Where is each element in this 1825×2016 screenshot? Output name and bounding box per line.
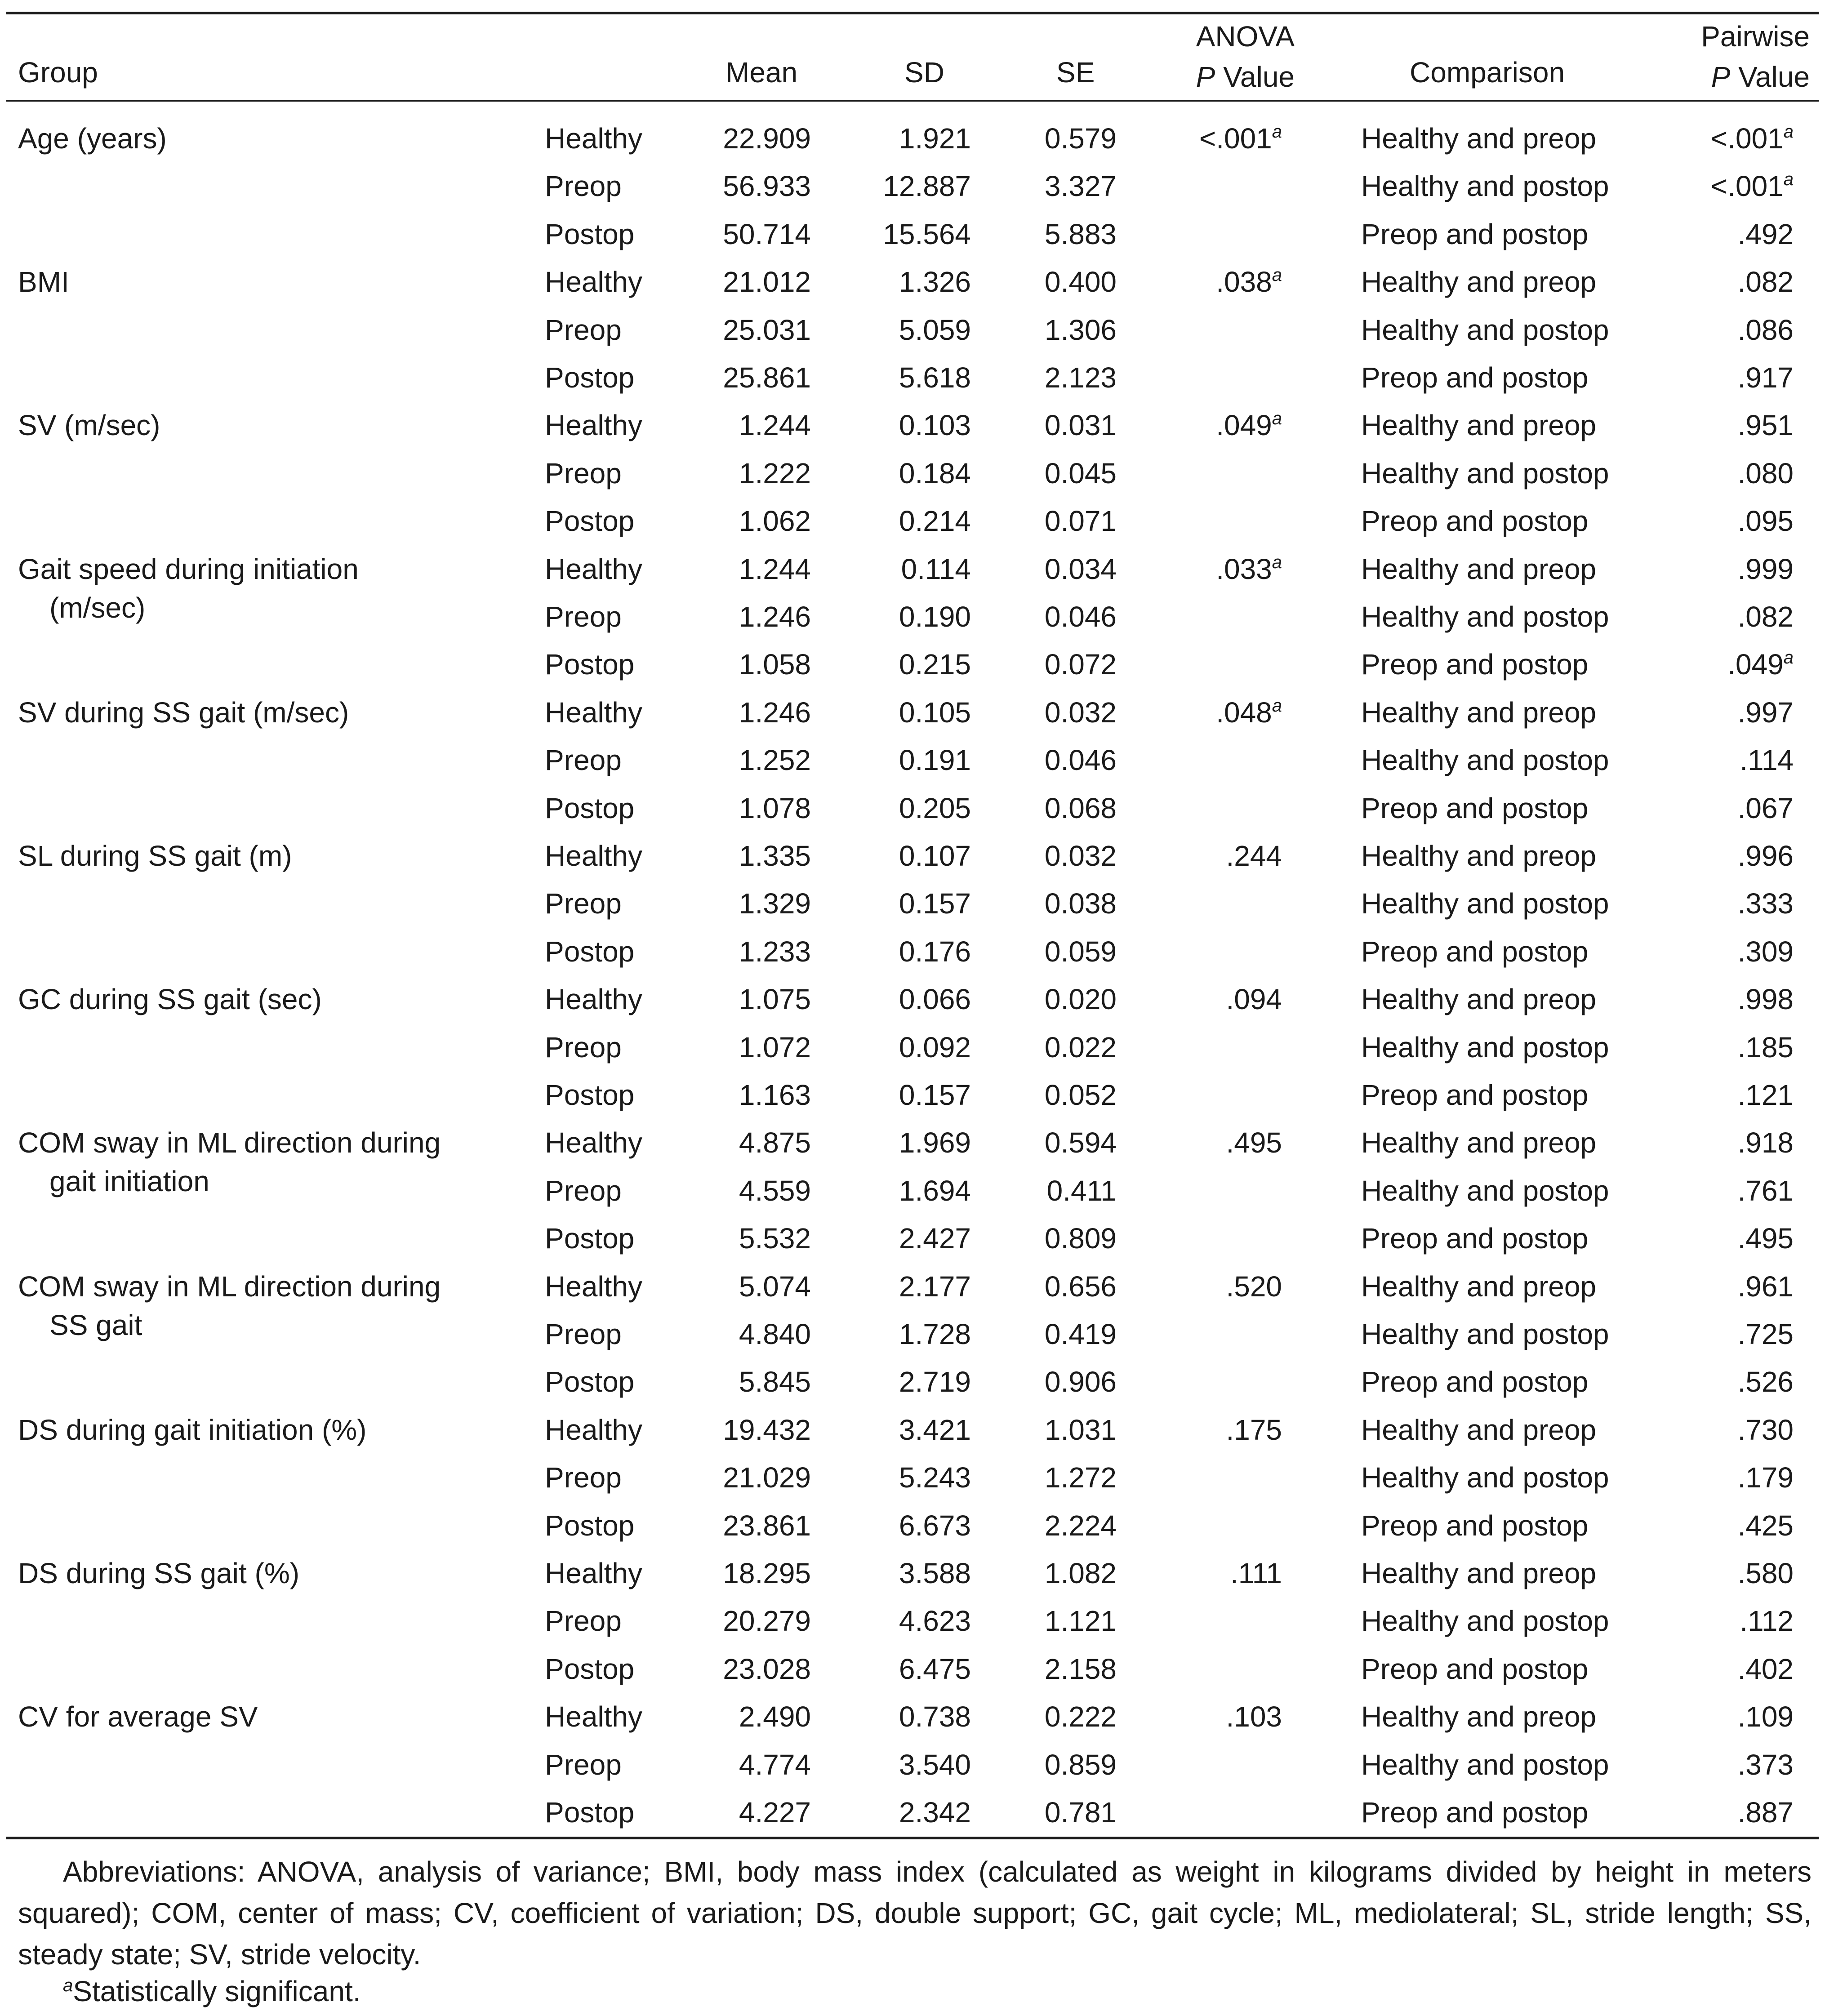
- mean-cell: 2.490: [739, 1700, 811, 1733]
- comparison-cell: Healthy and postop: [1361, 313, 1609, 346]
- pairwise-p-cell: .725: [1737, 1318, 1794, 1350]
- row-group-label: Healthy: [545, 983, 642, 1016]
- comparison-cell: Healthy and postop: [1361, 1605, 1609, 1638]
- sd-cell: 1.969: [899, 1126, 971, 1159]
- row-label: SV (m/sec): [18, 409, 160, 442]
- sd-cell: 0.066: [899, 983, 971, 1016]
- mean-cell: 23.861: [723, 1509, 811, 1542]
- anova-p-cell: .094: [1226, 983, 1282, 1016]
- sd-cell: 0.105: [899, 696, 971, 729]
- mean-cell: 1.244: [739, 552, 811, 585]
- comparison-cell: Preop and postop: [1361, 1652, 1589, 1685]
- significance-marker: a: [1272, 265, 1282, 285]
- row-group-label: Healthy: [545, 696, 642, 729]
- row-group-label: Preop: [545, 170, 622, 203]
- row-group-label: Healthy: [545, 122, 642, 155]
- comparison-cell: Healthy and preop: [1361, 266, 1597, 298]
- comparison-cell: Healthy and postop: [1361, 170, 1609, 203]
- pairwise-p-cell: .996: [1737, 840, 1794, 872]
- pairwise-p-cell: .080: [1737, 457, 1794, 490]
- mean-cell: 1.078: [739, 792, 811, 824]
- mean-cell: 1.062: [739, 505, 811, 538]
- row-group-label: Preop: [545, 1748, 622, 1781]
- row-group-label: Healthy: [545, 1413, 642, 1446]
- row-group-label: Preop: [545, 1605, 622, 1638]
- row-label: DS during SS gait (%): [18, 1557, 300, 1589]
- pairwise-p-cell: .492: [1737, 218, 1794, 250]
- se-cell: 2.158: [1044, 1652, 1117, 1685]
- pairwise-p-cell: .951: [1737, 409, 1794, 442]
- pairwise-p-cell: .109: [1737, 1700, 1794, 1733]
- anova-p-cell: .495: [1226, 1126, 1282, 1159]
- pairwise-p-cell: .082: [1737, 601, 1794, 633]
- anova-p-cell: .103: [1226, 1700, 1282, 1733]
- anova-p-cell: .111: [1230, 1557, 1282, 1589]
- pairwise-p-cell: .309: [1737, 935, 1794, 968]
- se-cell: 0.038: [1044, 887, 1117, 920]
- se-cell: 0.059: [1044, 935, 1117, 968]
- se-cell: 5.883: [1044, 218, 1117, 250]
- row-group-label: Postop: [545, 1796, 635, 1829]
- sd-cell: 2.427: [899, 1222, 971, 1255]
- sd-cell: 0.157: [899, 1079, 971, 1111]
- row-group-label: Preop: [545, 313, 622, 346]
- row-group-label: Postop: [545, 1079, 635, 1111]
- sd-cell: 1.728: [899, 1318, 971, 1350]
- comparison-cell: Preop and postop: [1361, 1796, 1589, 1829]
- mean-cell: 19.432: [723, 1413, 811, 1446]
- comparison-cell: Healthy and postop: [1361, 601, 1609, 633]
- sd-cell: 0.214: [899, 505, 971, 538]
- row-group-label: Postop: [545, 1366, 635, 1398]
- comparison-cell: Healthy and preop: [1361, 983, 1597, 1016]
- comparison-cell: Preop and postop: [1361, 935, 1589, 968]
- table-header-rule: [6, 100, 1819, 102]
- se-cell: 0.222: [1044, 1700, 1117, 1733]
- mean-cell: 1.246: [739, 601, 811, 633]
- sd-cell: 1.326: [899, 266, 971, 298]
- sd-cell: 0.205: [899, 792, 971, 824]
- header-group: Group: [18, 56, 98, 89]
- mean-cell: 23.028: [723, 1652, 811, 1685]
- comparison-cell: Healthy and preop: [1361, 1126, 1597, 1159]
- pairwise-p-cell: .580: [1737, 1557, 1794, 1589]
- sd-cell: 0.157: [899, 887, 971, 920]
- comparison-cell: Preop and postop: [1361, 648, 1589, 681]
- significance-footnote: $^a$Statistically significant.: [63, 1975, 361, 2007]
- se-cell: 0.579: [1044, 122, 1117, 155]
- se-cell: 3.327: [1044, 170, 1117, 203]
- comparison-cell: Preop and postop: [1361, 1509, 1589, 1542]
- sd-cell: 1.921: [899, 122, 971, 155]
- mean-cell: 20.279: [723, 1605, 811, 1638]
- pairwise-p-cell: .086: [1737, 313, 1794, 346]
- se-cell: 0.034: [1044, 552, 1117, 585]
- se-cell: 0.031: [1044, 409, 1117, 442]
- pairwise-p-cell: .049$^a$: [1727, 648, 1794, 681]
- header-sd: SD: [904, 56, 944, 89]
- row-group-label: Healthy: [545, 1700, 642, 1733]
- row-label: CV for average SV: [18, 1700, 258, 1733]
- sd-cell: 6.673: [899, 1509, 971, 1542]
- significance-marker: a: [1783, 122, 1794, 142]
- mean-cell: 1.075: [739, 983, 811, 1016]
- sd-cell: 0.190: [899, 601, 971, 633]
- comparison-cell: Healthy and preop: [1361, 1557, 1597, 1589]
- comparison-cell: Healthy and postop: [1361, 1318, 1609, 1350]
- row-label: Age (years): [18, 122, 167, 155]
- se-cell: 1.121: [1044, 1605, 1117, 1638]
- significance-marker: a: [1272, 122, 1282, 142]
- pairwise-p-cell: <.001$^a$: [1710, 122, 1794, 155]
- se-cell: 1.306: [1044, 313, 1117, 346]
- row-group-label: Healthy: [545, 840, 642, 872]
- sd-cell: 5.243: [899, 1461, 971, 1494]
- sd-cell: 0.107: [899, 840, 971, 872]
- se-cell: 0.068: [1044, 792, 1117, 824]
- row-label: COM sway in ML direction during gait initiation: [18, 1126, 441, 1198]
- mean-cell: 1.335: [739, 840, 811, 872]
- row-group-label: Postop: [545, 361, 635, 394]
- se-cell: 0.072: [1044, 648, 1117, 681]
- pairwise-p-cell: .114: [1740, 744, 1794, 777]
- se-cell: 0.594: [1044, 1126, 1117, 1159]
- mean-cell: 50.714: [723, 218, 811, 250]
- significance-marker: a: [1272, 552, 1282, 572]
- header-mean: Mean: [726, 56, 798, 89]
- comparison-cell: Preop and postop: [1361, 1366, 1589, 1398]
- comparison-cell: Preop and postop: [1361, 1222, 1589, 1255]
- row-group-label: Preop: [545, 1174, 622, 1207]
- sd-cell: 0.191: [899, 744, 971, 777]
- anova-p-cell: .175: [1226, 1413, 1282, 1446]
- mean-cell: 1.244: [739, 409, 811, 442]
- row-label: BMI: [18, 266, 69, 298]
- sd-cell: 3.421: [899, 1413, 971, 1446]
- row-group-label: Postop: [545, 648, 635, 681]
- row-label: COM sway in ML direction during SS gait: [18, 1270, 441, 1341]
- mean-cell: 4.875: [739, 1126, 811, 1159]
- row-group-label: Postop: [545, 218, 635, 250]
- sd-cell: 6.475: [899, 1652, 971, 1685]
- row-group-label: Healthy: [545, 1270, 642, 1303]
- comparison-cell: Preop and postop: [1361, 792, 1589, 824]
- pairwise-p-cell: .082: [1737, 266, 1794, 298]
- mean-cell: 5.845: [739, 1366, 811, 1398]
- significance-marker: a: [1783, 648, 1794, 668]
- comparison-cell: Healthy and postop: [1361, 1748, 1609, 1781]
- row-group-label: Preop: [545, 457, 622, 490]
- sd-cell: 4.623: [899, 1605, 971, 1638]
- se-cell: 0.020: [1044, 983, 1117, 1016]
- sd-cell: 0.176: [899, 935, 971, 968]
- table-top-rule: [6, 12, 1819, 14]
- pairwise-p-cell: .333: [1737, 887, 1794, 920]
- se-cell: 0.032: [1044, 696, 1117, 729]
- mean-cell: 25.031: [723, 313, 811, 346]
- row-label: GC during SS gait (sec): [18, 983, 322, 1016]
- mean-cell: 1.222: [739, 457, 811, 490]
- se-cell: 0.656: [1044, 1270, 1117, 1303]
- mean-cell: 1.329: [739, 887, 811, 920]
- pairwise-p-cell: .112: [1740, 1605, 1794, 1638]
- mean-cell: 4.774: [739, 1748, 811, 1781]
- pairwise-p-cell: .997: [1737, 696, 1794, 729]
- comparison-cell: Healthy and postop: [1361, 1174, 1609, 1207]
- row-label: SL during SS gait (m): [18, 840, 292, 872]
- header-comparison: Comparison: [1410, 56, 1565, 89]
- comparison-cell: Healthy and preop: [1361, 696, 1597, 729]
- mean-cell: 1.246: [739, 696, 811, 729]
- se-cell: 1.082: [1044, 1557, 1117, 1589]
- se-cell: 2.123: [1044, 361, 1117, 394]
- pairwise-p-cell: .185: [1737, 1031, 1794, 1064]
- mean-cell: 4.840: [739, 1318, 811, 1350]
- anova-p-cell: .038$^a$: [1216, 265, 1282, 298]
- row-group-label: Preop: [545, 744, 622, 777]
- row-group-label: Postop: [545, 935, 635, 968]
- sd-cell: 2.719: [899, 1366, 971, 1398]
- pairwise-p-cell: .998: [1737, 983, 1794, 1016]
- comparison-cell: Healthy and preop: [1361, 1700, 1597, 1733]
- pairwise-p-cell: .121: [1737, 1079, 1794, 1111]
- sd-cell: 3.540: [899, 1748, 971, 1781]
- anova-p-cell: .520: [1226, 1270, 1282, 1303]
- significance-marker: a: [1272, 695, 1282, 716]
- anova-p-cell: .049$^a$: [1216, 409, 1282, 442]
- pairwise-p-cell: .425: [1737, 1509, 1794, 1542]
- se-cell: 0.400: [1044, 266, 1117, 298]
- row-label: SV during SS gait (m/sec): [18, 696, 349, 729]
- se-cell: 0.046: [1044, 601, 1117, 633]
- row-group-label: Preop: [545, 1031, 622, 1064]
- se-cell: 0.022: [1044, 1031, 1117, 1064]
- se-cell: 0.906: [1044, 1366, 1117, 1398]
- anova-p-cell: .033$^a$: [1216, 552, 1282, 585]
- comparison-cell: Preop and postop: [1361, 1079, 1589, 1111]
- abbreviations-footnote: Abbreviations: ANOVA, analysis of variance; BMI, body mass index (calculated as weight in kilograms divided by height in meters squared); COM, center of mass; CV, coefficient of variation; DS, double support; GC, gait cycle; ML, mediolateral; SL, stride length; SS, steady state; SV, stride velocity.: [18, 1856, 1812, 1971]
- sd-cell: 3.588: [899, 1557, 971, 1589]
- mean-cell: 21.012: [723, 266, 811, 298]
- pairwise-p-cell: .179: [1737, 1461, 1794, 1494]
- se-cell: 0.781: [1044, 1796, 1117, 1829]
- header-anova-p-value: ANOVA P Value: [1196, 20, 1295, 93]
- comparison-cell: Healthy and preop: [1361, 552, 1597, 585]
- row-group-label: Healthy: [545, 266, 642, 298]
- se-cell: 2.224: [1044, 1509, 1117, 1542]
- comparison-cell: Healthy and preop: [1361, 840, 1597, 872]
- mean-cell: 1.252: [739, 744, 811, 777]
- sd-cell: 0.738: [899, 1700, 971, 1733]
- comparison-cell: Preop and postop: [1361, 505, 1589, 538]
- comparison-cell: Preop and postop: [1361, 218, 1589, 250]
- mean-cell: 18.295: [723, 1557, 811, 1589]
- pairwise-p-cell: .067: [1737, 792, 1794, 824]
- sd-cell: 15.564: [883, 218, 971, 250]
- pairwise-p-cell: .402: [1737, 1652, 1794, 1685]
- se-cell: 0.419: [1044, 1318, 1117, 1350]
- row-group-label: Postop: [545, 1652, 635, 1685]
- row-group-label: Preop: [545, 601, 622, 633]
- row-group-label: Healthy: [545, 1126, 642, 1159]
- comparison-cell: Healthy and postop: [1361, 1461, 1609, 1494]
- mean-cell: 22.909: [723, 122, 811, 155]
- sd-cell: 0.184: [899, 457, 971, 490]
- header-pairwise-p-value: Pairwise P Value: [1701, 20, 1810, 93]
- comparison-cell: Healthy and preop: [1361, 1413, 1597, 1446]
- se-cell: 0.859: [1044, 1748, 1117, 1781]
- pairwise-p-cell: .961: [1737, 1270, 1794, 1303]
- sd-cell: 0.215: [899, 648, 971, 681]
- mean-cell: 1.233: [739, 935, 811, 968]
- comparison-cell: Healthy and postop: [1361, 887, 1609, 920]
- pairwise-p-cell: .730: [1737, 1413, 1794, 1446]
- sd-cell: 0.092: [899, 1031, 971, 1064]
- sd-cell: 5.618: [899, 361, 971, 394]
- significance-marker: a: [1272, 409, 1282, 429]
- comparison-cell: Healthy and preop: [1361, 122, 1597, 155]
- row-label: DS during gait initiation (%): [18, 1413, 367, 1446]
- se-cell: 0.046: [1044, 744, 1117, 777]
- row-group-label: Preop: [545, 1318, 622, 1350]
- mean-cell: 1.072: [739, 1031, 811, 1064]
- pairwise-p-cell: .373: [1737, 1748, 1794, 1781]
- mean-cell: 56.933: [723, 170, 811, 203]
- comparison-cell: Healthy and preop: [1361, 1270, 1597, 1303]
- comparison-cell: Healthy and preop: [1361, 409, 1597, 442]
- pairwise-p-cell: .495: [1737, 1222, 1794, 1255]
- se-cell: 0.809: [1044, 1222, 1117, 1255]
- pairwise-p-cell: <.001$^a$: [1710, 169, 1794, 203]
- se-cell: 1.031: [1044, 1413, 1117, 1446]
- mean-cell: 1.058: [739, 648, 811, 681]
- se-cell: 0.071: [1044, 505, 1117, 538]
- footnote-marker: a: [63, 1976, 73, 1995]
- pairwise-p-cell: .095: [1737, 505, 1794, 538]
- comparison-cell: Healthy and postop: [1361, 744, 1609, 777]
- se-cell: 1.272: [1044, 1461, 1117, 1494]
- mean-cell: 4.559: [739, 1174, 811, 1207]
- row-group-label: Postop: [545, 505, 635, 538]
- pairwise-p-cell: .761: [1737, 1174, 1794, 1207]
- anova-p-cell: .048$^a$: [1216, 695, 1282, 729]
- mean-cell: 1.163: [739, 1079, 811, 1111]
- sd-cell: 2.342: [899, 1796, 971, 1829]
- se-cell: 0.032: [1044, 840, 1117, 872]
- se-cell: 0.052: [1044, 1079, 1117, 1111]
- mean-cell: 21.029: [723, 1461, 811, 1494]
- sd-cell: 0.103: [899, 409, 971, 442]
- se-cell: 0.045: [1044, 457, 1117, 490]
- mean-cell: 25.861: [723, 361, 811, 394]
- sd-cell: 1.694: [899, 1174, 971, 1207]
- sd-cell: 2.177: [899, 1270, 971, 1303]
- comparison-cell: Preop and postop: [1361, 361, 1589, 394]
- row-group-label: Postop: [545, 1509, 635, 1542]
- anova-p-cell: .244: [1226, 840, 1282, 872]
- pairwise-p-cell: .999: [1737, 552, 1794, 585]
- header-se: SE: [1056, 56, 1095, 89]
- sd-cell: 0.114: [901, 552, 971, 585]
- mean-cell: 5.074: [739, 1270, 811, 1303]
- significance-marker: a: [1783, 169, 1794, 190]
- row-group-label: Preop: [545, 1461, 622, 1494]
- comparison-cell: Healthy and postop: [1361, 1031, 1609, 1064]
- table-bottom-rule: [6, 1837, 1819, 1839]
- row-group-label: Preop: [545, 887, 622, 920]
- mean-cell: 5.532: [739, 1222, 811, 1255]
- sd-cell: 12.887: [883, 170, 971, 203]
- row-group-label: Healthy: [545, 409, 642, 442]
- pairwise-p-cell: .887: [1737, 1796, 1794, 1829]
- pairwise-p-cell: .918: [1737, 1126, 1794, 1159]
- se-cell: 0.411: [1046, 1174, 1117, 1207]
- row-group-label: Healthy: [545, 1557, 642, 1589]
- row-label: Gait speed during initiation (m/sec): [18, 552, 359, 624]
- row-group-label: Healthy: [545, 552, 642, 585]
- anova-p-cell: <.001$^a$: [1199, 122, 1282, 155]
- row-group-label: Postop: [545, 1222, 635, 1255]
- sd-cell: 5.059: [899, 313, 971, 346]
- pairwise-p-cell: .526: [1737, 1366, 1794, 1398]
- pairwise-p-cell: .917: [1737, 361, 1794, 394]
- comparison-cell: Healthy and postop: [1361, 457, 1609, 490]
- row-group-label: Postop: [545, 792, 635, 824]
- mean-cell: 4.227: [739, 1796, 811, 1829]
